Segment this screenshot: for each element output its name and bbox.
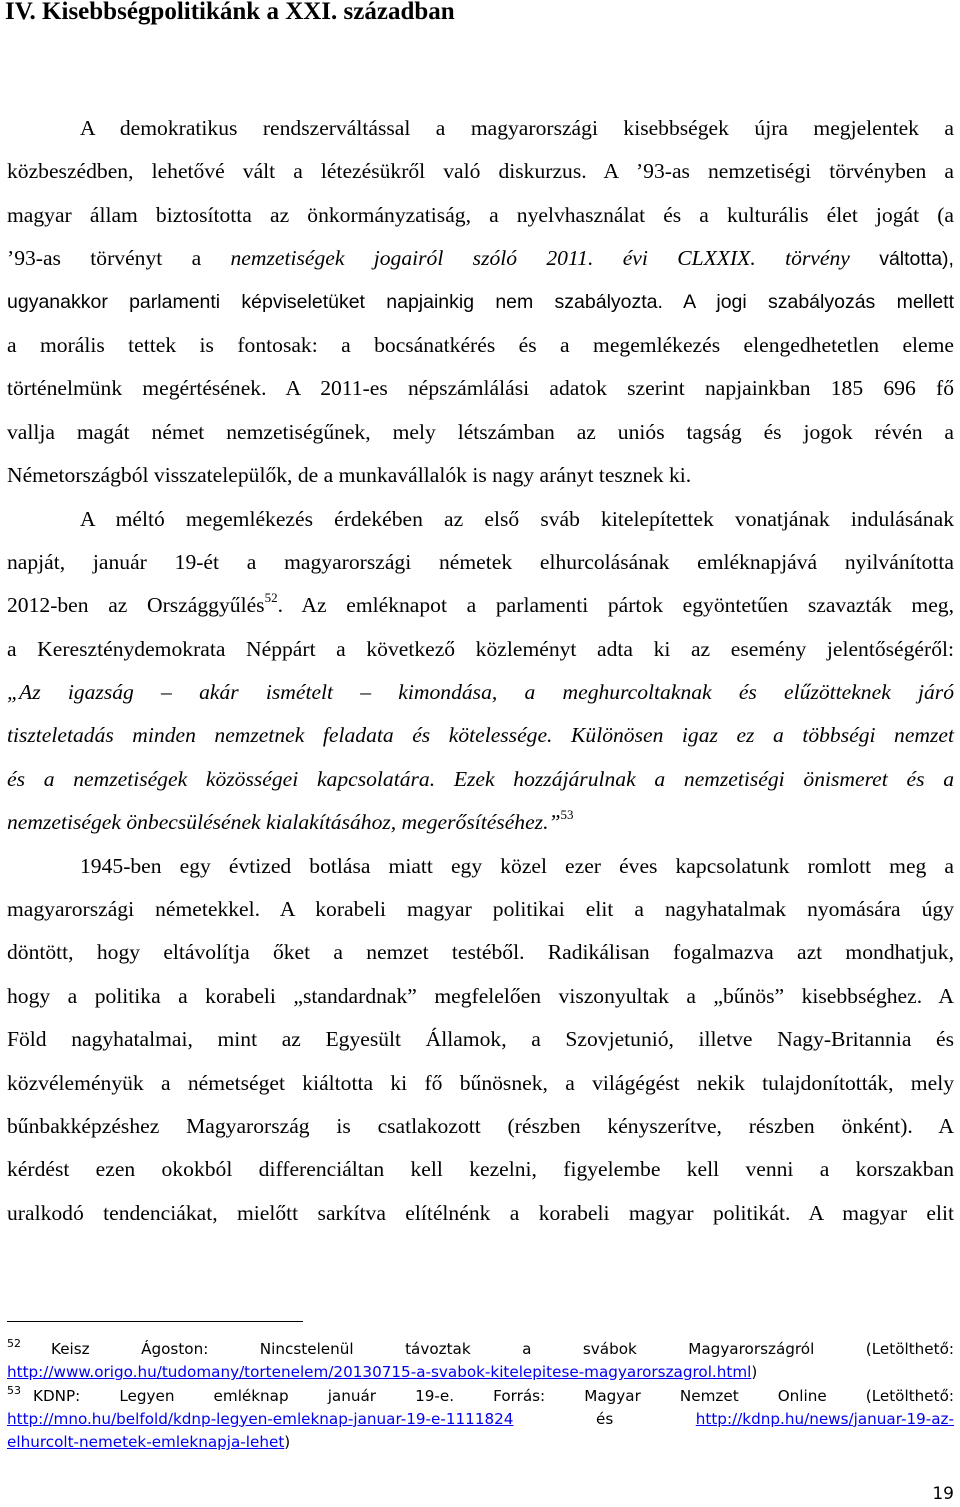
footnote-53-cont: elhurcolt-nemetek-emleknapja-lehet) [7,1433,291,1452]
text-line: uralkodó tendenciákat, mielőtt sarkítva elítélnénk a korabeli magyar politikát. A magyar elit [7,1200,954,1225]
law-title-italic: nemzetiségek jogairól szóló 2011. évi CLXXIX. törvény [230,246,850,271]
footnote-divider [7,1321,303,1322]
text-line: A méltó megemlékezés érdekében az első sváb kitelepítettek vonatjának indulásának [80,506,954,531]
footnote-ref-53[interactable]: 53 [560,807,574,823]
quote-italic: tiszteletadás minden nemzetnek feladata és kötelessége. Különösen igaz ez a többségi nemzet [7,723,954,748]
text-line: történelmünk megértésének. A 2011-es népszámlálási adatok szerint napjainkban 185 696 fő [7,376,954,401]
text-line: Föld nagyhatalmai, mint az Egyesült Államok, a Szovjetunió, illetve Nagy-Britannia és [7,1027,954,1052]
footnote-53: $^{53}$ KDNP: Legyen emléknap január 19-e. Forrás: Magyar Nemzet Online (Letölthető: [7,1383,954,1405]
section-heading: IV. Kisebbségpolitikánk a XXI. században [5,0,455,25]
text-line [7,714,954,757]
text-line: ugyanakkor parlamenti képviseletüket napjainkig nem szabályozta. A jogi szabályozás mellett [7,290,955,313]
quote-italic: és a nemzetiségek közösségei kapcsolatára. Ezek hozzájárulnak a nemzetiségi önismeret és a [7,766,954,791]
footnote-link[interactable]: http://www.origo.hu/tudomany/tortenelem/20130715-a-svabok-kitelepitese-magyarorszagrol.html [7,1363,752,1382]
text-line [7,758,954,801]
text-line: napját, január 19-ét a magyarországi németek elhurcolásának emléknapjává nyilvánította [7,549,954,574]
quote-italic: „Az igazság – akár ismételt – kimondása, a meghurcoltaknak és elűzötteknek járó [7,680,954,705]
footnote-link[interactable]: elhurcolt-nemetek-emleknapja-lehet [7,1433,285,1452]
footnote-link[interactable]: http://kdnp.hu/news/januar-19-az- [695,1409,955,1428]
text-line: Németországból visszatelepülők, de a munkavállalók is nagy arányt tesznek ki. [7,463,692,488]
text-line: vallja magát német nemzetiségűnek, mely létszámban az uniós tagság és jogok révén a [7,419,954,444]
footnote-ref-52[interactable]: 52 [264,590,278,606]
footnote-52-cont: http://www.origo.hu/tudomany/tortenelem/20130715-a-svabok-kitelepitese-magyarorszagrol.html) [7,1363,758,1382]
text-line: A demokratikus rendszerváltással a magyarországi kisebbségek újra megjelentek a [80,116,954,140]
text-line [7,671,954,714]
text-line: magyarországi németekkel. A korabeli magyar politikai elit a nagyhatalmak nyomására úgy [7,897,954,922]
text-line: döntött, hogy eltávolítja őket a nemzet testéből. Radikálisan fogalmazva azt mondhatjuk, [7,940,954,965]
text-line: kérdést ezen okokból differenciáltan kell kezelni, figyelembe kell venni a korszakban [7,1157,954,1182]
footnote-52: $^{52}$ Keisz Ágoston: Nincstelenül távoztak a svábok Magyarországról (Letölthető: [7,1337,954,1358]
text-line: 2012-ben az Országgyűlés$^{52}$. Az emléknapot a parlamenti pártok egyöntetűen szavazták meg, [7,590,954,618]
text-line: bűnbakképzéshez Magyarország is csatlakozott (részben kényszerítve, részben önként). A [7,1113,954,1138]
text-line: ’93-as törvényt a nemzetiségek jogairól szóló 2011. évi CLXXIX. törvény váltotta), [7,246,954,271]
footnote-mark: 53 [7,1383,21,1397]
text-line: magyar állam biztosította az önkormányzatiság, a nyelvhasználat és a kulturális élet jogát (a [7,202,954,227]
footnote-mark: 52 [7,1337,21,1350]
page-number: 19 [932,1484,954,1504]
footnote-53-cont: http://mno.hu/belfold/kdnp-legyen-emleknap-januar-19-e-1111824 és http://kdnp.hu/news/januar-19-az- [7,1409,955,1428]
text-line: közbeszédben, lehetővé vált a létezésükről való diskurzus. A ’93-as nemzetiségi törvényben a [7,159,954,184]
text-line: a morális tettek is fontosak: a bocsánatkérés és a megemlékezés elengedhetetlen eleme [7,332,954,357]
text-line: közvéleményük a németséget kiáltotta ki fő bűnösnek, a világégést nekik tulajdonították, mely [7,1070,954,1095]
footnotes [7,1338,954,1454]
text-line [7,801,954,844]
quote-italic: nemzetiségek önbecsülésének kialakításához, megerősítéséhez.” [7,810,561,835]
text-line: a Kereszténydemokrata Néppárt a következő közleményt adta ki az esemény jelentőségéről: [7,636,954,661]
text-line: hogy a politika a korabeli „standardnak” megfelelően viszonyultak a „bűnös” kisebbséghez. A [7,983,954,1008]
body-text [7,107,954,1235]
footnote-link[interactable]: http://mno.hu/belfold/kdnp-legyen-emleknap-januar-19-e-1111824 [7,1409,514,1428]
text-line: 1945-ben egy évtized botlása miatt egy közel ezer éves kapcsolatunk romlott meg a [80,853,954,878]
